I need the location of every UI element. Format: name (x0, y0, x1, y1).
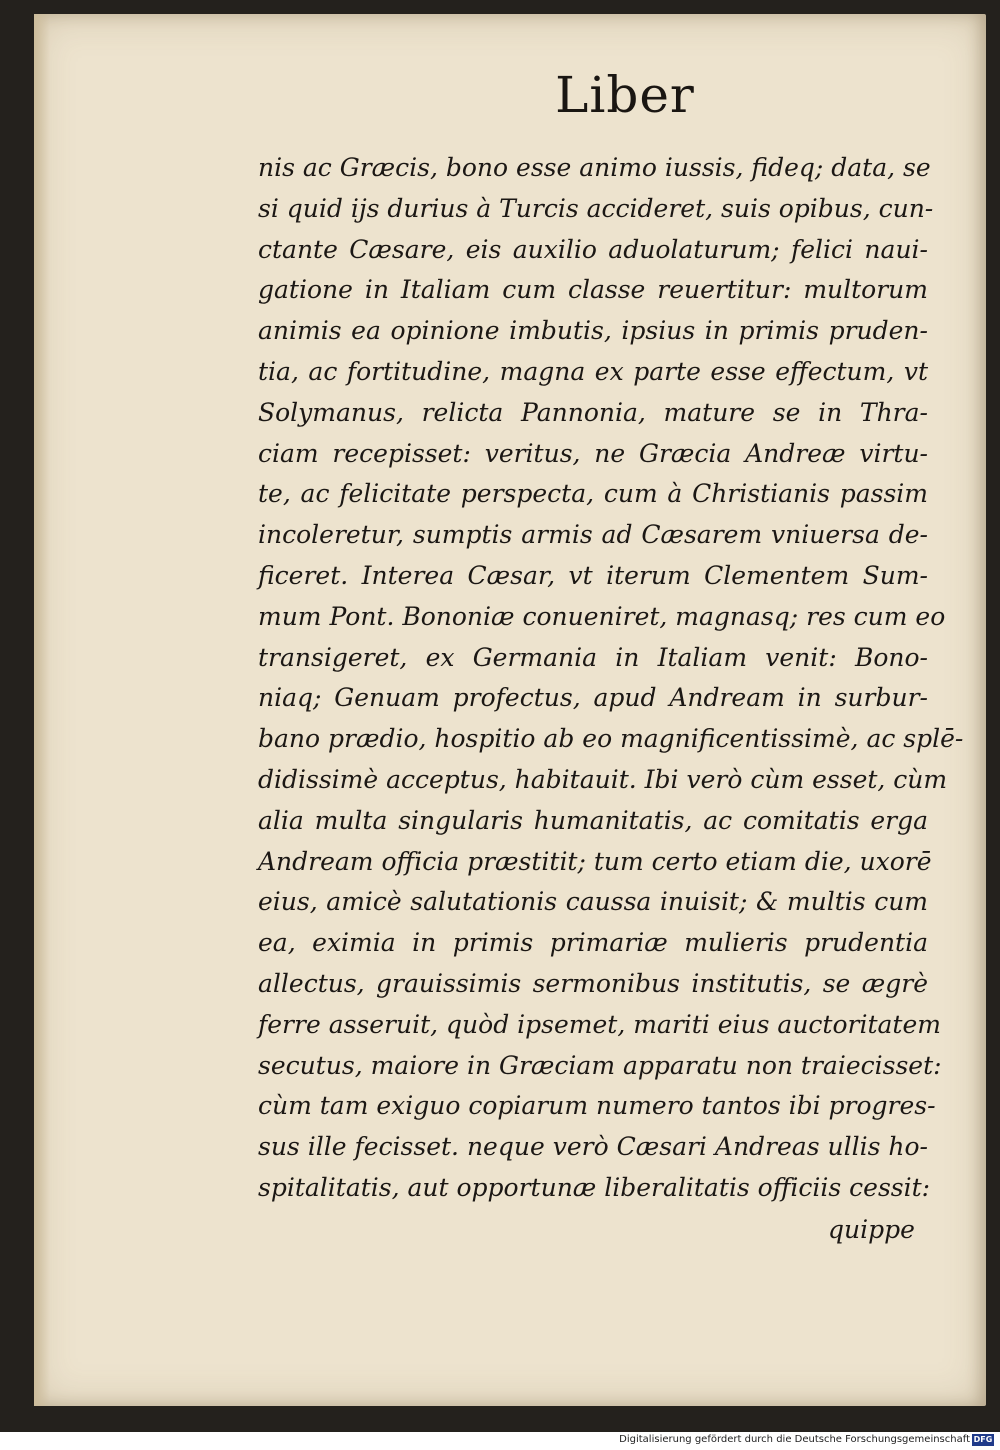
page-gutter-shadow (34, 14, 50, 1406)
catchword: quippe (828, 1215, 915, 1244)
text-line: niaq; Genuam profectus, apud Andream in surbur- (258, 683, 928, 713)
text-line: didissimè acceptus, habitauit. Ibi verò cùm esset, cùm (258, 764, 948, 794)
text-line: tia, ac fortitudine, magna ex parte esse effectum, vt (258, 356, 928, 386)
text-line: ea, eximia in primis primariæ mulieris prudentia (258, 928, 928, 958)
text-line: nis ac Græcis, bono esse animo iussis, fideq; data, se (258, 153, 931, 182)
text-line: transigeret, ex Germania in Italiam venit: Bono- (258, 642, 928, 672)
body-text (258, 148, 964, 1209)
text-line: Andream officia præstitit; tum certo etiam die, uxorē (258, 846, 932, 876)
text-line: ciam recepisset: veritus, ne Græcia Andreæ virtu- (258, 438, 928, 468)
text-line: ferre asseruit, quòd ipsemet, mariti eius auctoritatem (258, 1009, 941, 1039)
text-line: incoleretur, sumptis armis ad Cæsarem vniuersa de- (258, 520, 928, 550)
text-line: Solymanus, relicta Pannonia, mature se in Thra- (258, 397, 928, 427)
text-line: mum Pont. Bononiæ conueniret, magnasq; res cum eo (258, 601, 946, 631)
text-line: alia multa singularis humanitatis, ac comitatis erga (258, 805, 928, 835)
text-line: bano prædio, hospitio ab eo magnificentissimè, ac splē- (258, 724, 964, 754)
text-line: spitalitatis, aut opportunæ liberalitatis officiis cessit: (258, 1172, 931, 1202)
text-line: cùm tam exiguo copiarum numero tantos ibi progres- (258, 1091, 936, 1121)
text-line: ficeret. Interea Cæsar, vt iterum Clementem Sum- (258, 560, 928, 590)
text-line: allectus, grauissimis sermonibus institutis, se ægrè (258, 968, 928, 998)
text-line: eius, amicè salutationis caussa inuisit; & multis cum (258, 887, 928, 917)
text-line: te, ac felicitate perspecta, cum à Christianis passim (258, 479, 928, 509)
text-line: ctante Cæsare, eis auxilio aduolaturum; felici naui- (258, 234, 928, 264)
text-line: gatione in Italiam cum classe reuertitur: multorum (258, 275, 928, 305)
text-line: si quid ijs durius à Turcis accideret, suis opibus, cun- (258, 193, 934, 223)
text-line: sus ille fecisset. neque verò Cæsari Andreas ullis ho- (258, 1132, 928, 1162)
dfg-logo-icon: DFG (973, 1435, 993, 1444)
running-head: Liber (555, 66, 695, 124)
text-line: secutus, maiore in Græciam apparatu non traiecisset: (258, 1050, 942, 1080)
funding-credit: Digitalisierung gefördert durch die Deutsche Forschungsgemeinschaft (619, 1434, 970, 1445)
text-line: animis ea opinione imbutis, ipsius in primis pruden- (258, 316, 928, 346)
